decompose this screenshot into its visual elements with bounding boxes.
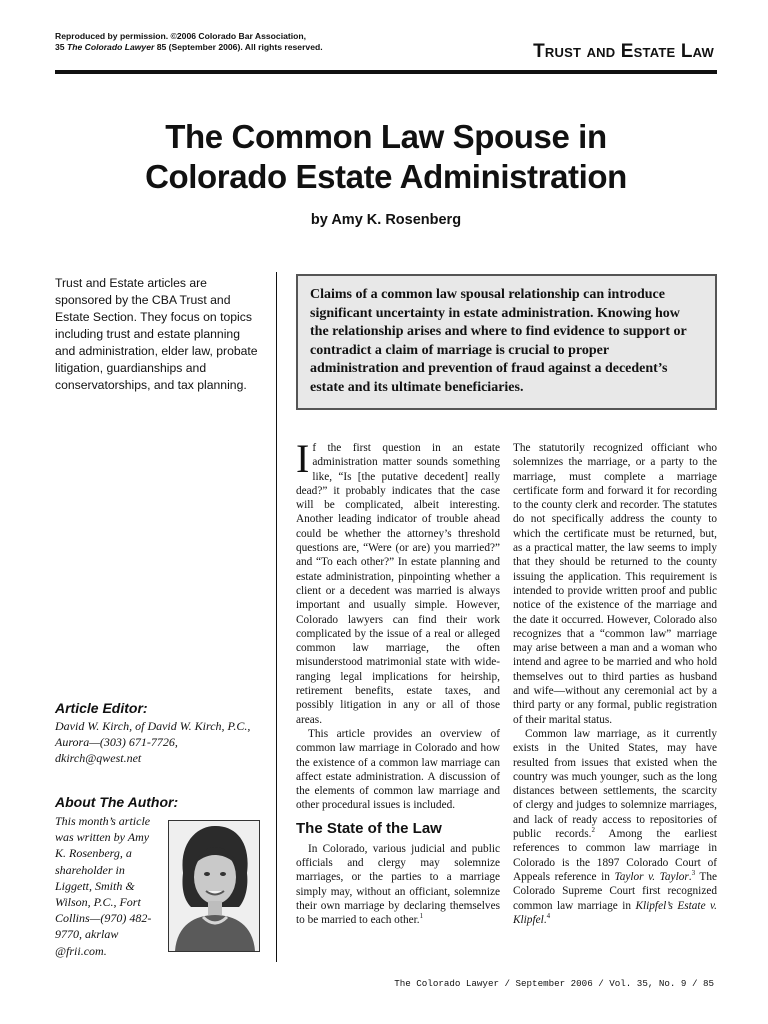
- body-column-2: [513, 441, 717, 927]
- pull-quote: Claims of a common law spousal relationship can introduce significant uncertainty in estate administration. Knowing how the relationship arises and where to find evidence to support or contradict a claim of marriage is crucial to proper administration and prevention of fraud against a decedent’s estate and its ultimate beneficiaries.: [296, 274, 717, 410]
- body-paragraph: Common law marriage, as it currently exists in the United States, may have resulted from issues that existed when the country was much younger, such as the long distances between settlements, the scarcity of clergy and judges to solemnize marriages, and lack of ready access to repositories of public records.$^2$ Among the earliest references to common law marriage in Colorado is the 1897 Colorado Court of Appeals reference in Taylor v. Taylor.$^3$ The Colorado Supreme Court first recognized common law marriage in Klipfel’s Estate v. Klipfel.$^4$: [513, 727, 717, 926]
- footnote-ref: 4: [546, 912, 551, 921]
- footnote-ref: 3: [691, 869, 696, 878]
- body-paragraph: The statutorily recognized officiant who solemnizes the marriage, or a party to the marriage, must complete a marriage certificate form and forward it for recording to the county clerk and recorder. The statutes do not specifically address the county to which the certificate must be returned, but, as a practical matter, the law seems to imply that they should be returned to the county issuing the application. This requirement is intended to provide written proof and public notice of the existence of the marriage and the date it occurred. However, Colorado also recognizes that a “common law” marriage may arise between a man and a woman who intend and agree to be married and who hold themselves out to third parties as husband and wife—without any ceremonial act by a third party or any formal, public registration of their marital status.: [513, 442, 717, 726]
- author-photo: [168, 820, 260, 952]
- footnote-ref: 2: [591, 826, 595, 835]
- page-footer: The Colorado Lawyer / September 2006 / Vol. 35, No. 9 / 85: [394, 978, 714, 989]
- body-paragraph: In Colorado, various judicial and public officials and clergy may solemnize marriages, or the parties to a marriage simply may, without an officiant, solemnize their own marriage by declaring themselves to be married to each other.$^1$: [296, 842, 500, 927]
- column-divider: [276, 272, 277, 962]
- case-citation: Taylor v. Taylor: [614, 870, 689, 883]
- author-portrait-icon: [169, 821, 259, 951]
- reproduction-notice: [55, 31, 385, 53]
- drop-cap: I: [296, 436, 310, 481]
- article-editor-text: David W. Kirch, of David W. Kirch, P.C., Aurora—(303) 671-7726, dkirch@qwest.net: [55, 719, 251, 765]
- case-citation: Klipfel’s Estate v. Klipfel: [513, 899, 717, 926]
- byline: by Amy K. Rosenberg: [310, 212, 462, 228]
- subheading-state-of-law: The State of the Law: [296, 819, 442, 837]
- article-title: The Common Law Spouse in Colorado Estate Administration: [145, 118, 627, 195]
- repro-line-1: Reproduced by permission. ©2006 Colorado Bar Association,: [55, 31, 306, 41]
- body-column-1: [296, 436, 500, 928]
- body-paragraph: If the first question in an estate administration matter sounds something like, “Is [the putative decedent] really dead?” it probably indicates that the case will be complicated, albeit interesting. Another leading indicator of trouble ahead could be whether the attorney’s threshold questions are, “Were (or are) you married?” and “To each other?” In estate planning and estate administration, pinpointing whether a client or a decedent was married is always important and usually simple. However, Colorado lawyers can find their work complicated by the issue of a real or alleged common law marriage, the often misunderstood matrimonial state with wide-ranging legal implications for heirship, retirement benefits, estate taxes, and possibly litigation in any or all of those areas.: [296, 436, 500, 726]
- sidebar-intro: Trust and Estate articles are sponsored by the CBA Trust and Estate Section. They focus on topics including trust and estate planning and administration, elder law, probate litigation, guardianships and conservatorships, and tax planning.: [55, 276, 258, 392]
- repro-line-2: 35 The Colorado Lawyer 85 (September 2006). All rights reserved.: [55, 42, 323, 52]
- about-author-text: This month’s article was written by Amy K. Rosenberg, a shareholder in Liggett, Smith & Wilson, P.C., Fort Collins—(970) 482-9770, akrlaw @frii.com.: [55, 814, 152, 958]
- about-author-heading: About The Author:: [55, 794, 179, 810]
- header-rule: [55, 70, 717, 74]
- article-editor-heading: Article Editor:: [55, 700, 148, 716]
- section-title: Trust and Estate Law: [533, 41, 714, 62]
- body-paragraph: This article provides an overview of common law marriage in Colorado and how the existence of a common law marriage can affect estate administration. A discussion of the elements of common law marriage and other procedural issues is included.: [296, 727, 500, 812]
- footnote-ref: 1: [419, 912, 424, 921]
- journal-name: The Colorado Lawyer: [66, 42, 155, 52]
